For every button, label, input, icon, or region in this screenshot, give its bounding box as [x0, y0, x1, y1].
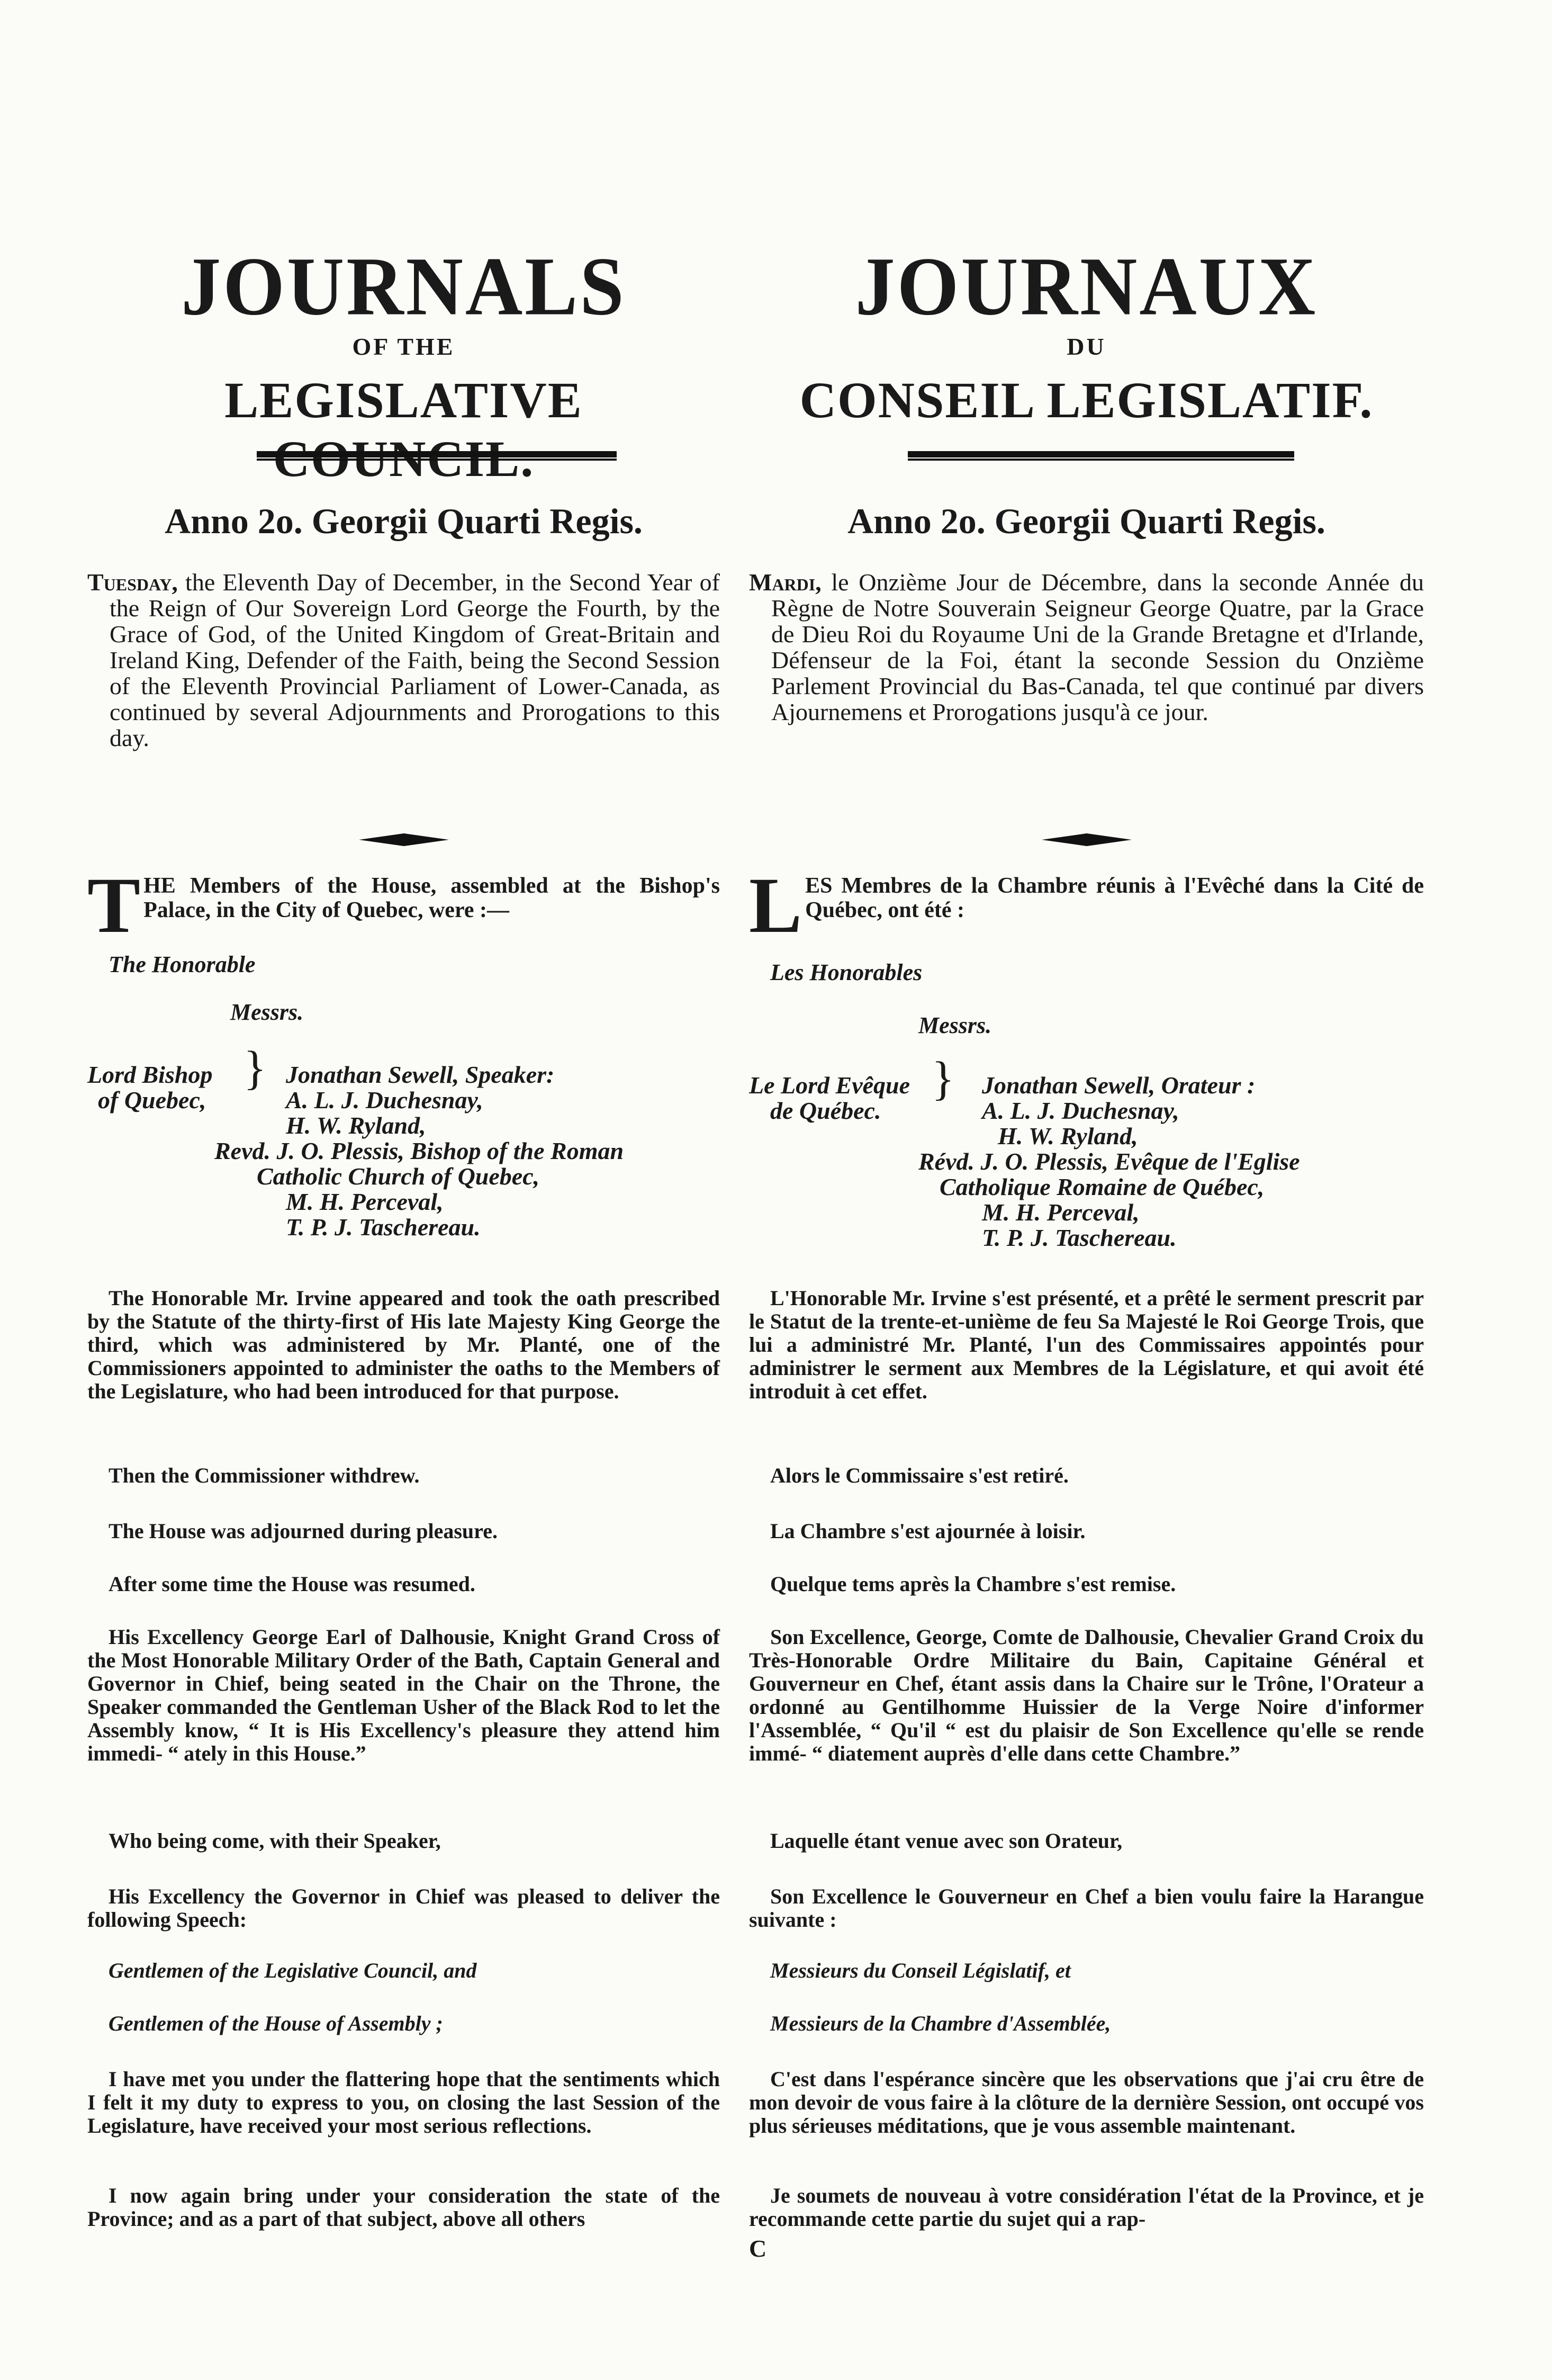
session-intro: [87, 569, 720, 751]
journal-title: JOURNAUX: [855, 240, 1318, 333]
roster-member: T. P. J. Taschereau.: [982, 1224, 1177, 1251]
roster-member: Catholique Romaine de Québec,: [940, 1173, 1265, 1200]
session-intro: [749, 569, 1424, 725]
ornament-icon: [1042, 831, 1132, 848]
roster-member: T. P. J. Taschereau.: [286, 1214, 481, 1241]
roster-bishop-line2: de Québec.: [770, 1097, 881, 1124]
address-council: Messieurs du Conseil Législatif, et: [770, 1959, 1071, 1982]
members-paragraph: [87, 861, 720, 949]
roster-member: M. H. Perceval,: [982, 1199, 1140, 1226]
address-assembly: Messieurs de la Chambre d'Assemblée,: [770, 2011, 1111, 2035]
council-subtitle: CONSEIL LEGISLATIF.: [799, 372, 1374, 428]
intro-text: le Onzième Jour de Décembre, dans la seconde Année du Règne de Notre Souverain Seigneur George Quatre, par la Grace de Dieu Roi du Royaume Uni de la Grande Bretagne et d'Irlande, Défenseur de la Foi, étant la seconde Session du Onzième Parlement Provincial du Bas-Canada, tel que continué par divers Ajournemens et Prorogations jusqu'à ce jour.: [771, 569, 1424, 725]
roster-bishop-line2: of Quebec,: [98, 1086, 206, 1113]
paragraph-oath: L'Honorable Mr. Irvine s'est présenté, et a prêté le serment prescrit par le Statut de la trente-et-unième de feu Sa Majesté le Roi George Trois, que lui a administré Mr. Planté, l'un des Commissaires appointés pour administrer le serment aux Membres de la Législature, et qui avoit été introduit à cet effet.: [749, 1286, 1424, 1403]
roster-member: Revd. J. O. Plessis, Bishop of the Roman: [214, 1137, 624, 1164]
paragraph-speech: His Excellency the Governor in Chief was pleased to deliver the following Speech:: [87, 1884, 720, 1932]
address-council: Gentlemen of the Legislative Council, and: [109, 1959, 477, 1982]
roster-bishop-line1: Le Lord Evêque: [749, 1072, 910, 1099]
paragraph-resumed: Quelque tems après la Chambre s'est remise.: [770, 1572, 1176, 1596]
address-assembly: Gentlemen of the House of Assembly ;: [109, 2011, 443, 2035]
paragraph-withdrew: Then the Commissioner withdrew.: [109, 1463, 420, 1487]
members-intro: HE Members of the House, assembled at the Bishop's Palace, in the City of Quebec, were :—: [143, 874, 720, 922]
regnal-year: Anno 2o. Georgii Quarti Regis.: [847, 501, 1325, 541]
roster-member: H. W. Ryland,: [998, 1122, 1138, 1149]
members-paragraph: [749, 861, 1424, 949]
roster-bishop-line1: Lord Bishop: [87, 1061, 213, 1088]
paragraph-speech: Son Excellence le Gouverneur en Chef a bien voulu faire la Harangue suivante :: [749, 1884, 1424, 1932]
paragraph-withdrew: Alors le Commissaire s'est retiré.: [770, 1463, 1069, 1487]
speech-paragraph-1: C'est dans l'espérance sincère que les observations que j'ai cru être de mon devoir de vous faire à la clôture de la dernière Session, ont occupé vos plus sérieuses méditations, que je vous assemble maintenant.: [749, 2067, 1424, 2137]
speech-paragraph-2: Je soumets de nouveau à votre considération l'état de la Province, et je recommande cette partie du sujet qui a rap-: [749, 2184, 1424, 2231]
intro-text: the Eleventh Day of December, in the Second Year of the Reign of Our Sovereign Lord George the Fourth, by the Grace of God, of the United Kingdom of Great-Britain and Ireland King, Defender of the Faith, being the Second Session of the Eleventh Provincial Parliament of Lower-Canada, as continued by several Adjournments and Prorogations to this day.: [110, 569, 720, 751]
paragraph-speaker: Who being come, with their Speaker,: [109, 1829, 441, 1853]
messrs-label: Messrs.: [230, 999, 304, 1025]
drop-cap: L: [749, 861, 802, 949]
members-intro: ES Membres de la Chambre réunis à l'Evêché dans la Cité de Québec, ont été :: [805, 874, 1424, 922]
paragraph-oath: The Honorable Mr. Irvine appeared and took the oath prescribed by the Statute of the thirty-first of His late Majesty King George the third, which was administered by Mr. Planté, one of the Commissioners appointed to administer the oaths to the Members of the Legislature, who had been introduced for that purpose.: [87, 1286, 720, 1403]
council-subtitle: LEGISLATIVE COUNCIL.: [224, 372, 583, 487]
brace-icon: }: [243, 1042, 267, 1094]
roster-member: Jonathan Sewell, Speaker:: [286, 1061, 555, 1088]
paragraph-speaker: Laquelle étant venue avec son Orateur,: [770, 1829, 1123, 1853]
paragraph-adjourned: La Chambre s'est ajournée à loisir.: [770, 1519, 1086, 1543]
speech-paragraph-1: I have met you under the flattering hope that the sentiments which I felt it my duty to express to you, on closing the last Session of the Legislature, have received your most serious reflections.: [87, 2067, 720, 2137]
messrs-label: Messrs.: [918, 1012, 992, 1038]
honorable-label: Les Honorables: [770, 959, 923, 985]
catchword: C: [749, 2235, 767, 2262]
honorable-label: The Honorable: [109, 951, 256, 977]
paragraph-governor: Son Excellence, George, Comte de Dalhousie, Chevalier Grand Croix du Très-Honorable Ordre Militaire du Bain, Capitaine Général et Gouverneur en Chef, étant assis dans la Chaire sur le Trône, l'Orateur a ordonné au Gentilhomme Huissier de la Verge Noire d'informer l'Assemblée, “ Qu'il “ est du plaisir de Son Excellence qu'elle se rende immé- “ diatement auprès d'elle dans cette Chambre.”: [749, 1625, 1424, 1765]
paragraph-governor: His Excellency George Earl of Dalhousie, Knight Grand Cross of the Most Honorable Military Order of the Bath, Captain General and Governor in Chief, being seated in the Chair on the Throne, the Speaker commanded the Gentleman Usher of the Black Rod to let the Assembly know, “ It is His Excellency's pleasure they attend him immedi- “ ately in this House.”: [87, 1625, 720, 1765]
roster-member: H. W. Ryland,: [286, 1112, 426, 1139]
of-the-label: OF THE: [352, 333, 455, 360]
paragraph-resumed: After some time the House was resumed.: [109, 1572, 475, 1596]
paragraph-adjourned: The House was adjourned during pleasure.: [109, 1519, 498, 1543]
roster-member: A. L. J. Duchesnay,: [286, 1086, 483, 1113]
roster-member: M. H. Perceval,: [286, 1188, 444, 1215]
regnal-year: Anno 2o. Georgii Quarti Regis.: [165, 501, 643, 541]
title-rule: [908, 451, 1294, 461]
speech-paragraph-2: I now again bring under your consideration the state of the Province; and as a part of that subject, above all others: [87, 2184, 720, 2231]
roster-member: Catholic Church of Quebec,: [257, 1163, 540, 1190]
intro-lead: Tuesday,: [87, 569, 178, 596]
roster-member: Jonathan Sewell, Orateur :: [982, 1072, 1256, 1099]
title-rule: [257, 451, 617, 461]
intro-lead: Mardi,: [749, 569, 822, 596]
ornament-icon: [359, 831, 449, 848]
brace-icon: }: [932, 1053, 955, 1105]
roster-member: Révd. J. O. Plessis, Evêque de l'Eglise: [918, 1148, 1300, 1175]
roster-member: A. L. J. Duchesnay,: [982, 1097, 1179, 1124]
drop-cap: T: [87, 861, 141, 949]
journal-title: JOURNALS: [181, 240, 626, 333]
du-label: DU: [1067, 333, 1106, 360]
